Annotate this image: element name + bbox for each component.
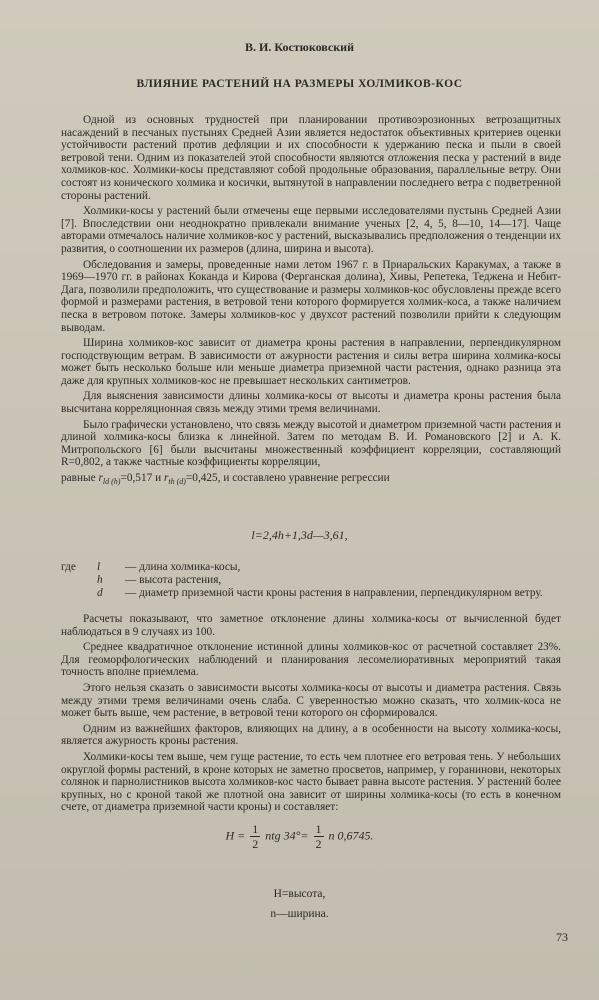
fraction: $\frac{1}{2}$	[315, 822, 322, 851]
paragraph: Холмики-косы тем выше, чем гуще растение, то есть чем плотнее его ветровая тень. У небольших округлой формы растений, в кроне которых не заметно просветов, например, у горанинови, некоторых солянок и парнолистников высота холмиков-кос часто бывает равна высоте растения. У растений более крупных, но с кроной такой же плотной она зависит от ширины холмика-косы (то есть в конечном счете, от диаметра приземной части кроны) и составляет:	[61, 750, 561, 814]
paragraph: Среднее квадратичное отклонение истинной длины холмиков-кос от расчетной составляет 23%. Для геоморфологических наблюдений и планирования лесомелиоративных мероприятий такая точность вполне приемлема.	[61, 641, 561, 679]
body-section-b	[61, 613, 561, 817]
paragraph: Одним из важнейших факторов, влияющих на длину, а в особенности на высоту холмика-косы, является ажурность кроны растения.	[61, 722, 561, 748]
paragraph: Обследования и замеры, проведенные нами летом 1967 г. в Приаральских Каракумах, а также в 1969—1970 гг. в районах Коканда и Кирова (Ферганская долина), Хивы, Репетека, Теджена и Небит-Дага, позволили предположить, что существование и размеры холмиков-кос обусловлены прежде всего формой и размерами растения, в ветровой тени которого формируется холмик-коса, а также наличием песка в ветровом потоке. Замеры холмиков-кос у двухсот растений позволили прийти к следующим выводам.	[61, 258, 561, 334]
body-section-a	[61, 114, 561, 489]
author-name: В. И. Костюковский	[245, 40, 354, 54]
height-equation: H = $\frac{1}{2}$ ntg 34°= $\frac{1}{2}$ n 0,6745.	[225, 822, 374, 851]
definition-row: h — высота растения,	[97, 574, 222, 586]
variable-note-h: H=высота,	[273, 888, 326, 900]
paragraph: Этого нельзя сказать о зависимости высоты холмика-косы от высоты и диаметра растения. Связь между этими тремя величинами очень слаба. С уверенностью можно сказать, что холмик-коса не может быть выше, чем растение, в ветровой тени которого он сформировался.	[61, 681, 561, 720]
paragraph: Было графически установлено, что связь между высотой и диаметром приземной части растения и длиной холмика-косы близка к линейной. Затем по методам В. И. Романовского [2] и А. К. Митропольского [6] были высчитаны множественный коэффициент корреляции, составляющий R=0,802, а также частные коэффициенты корреляции,	[61, 418, 561, 469]
paragraph: Для выяснения зависимости длины холмика-косы от высоты и диаметра кроны растения была высчитана корреляционная связь между этими тремя величинами.	[61, 390, 561, 416]
variable-note-n: n—ширина.	[270, 908, 329, 920]
page-number: 73	[556, 930, 568, 944]
paragraph: Холмики-косы у растений были отмечены еще первыми исследователями пустынь Средней Азии [7]. Впоследствии они неоднократно привлекали внимание ученых [2, 4, 5, 8—10, 14—17]. Чаще авторами отмечалось наличие холмиков-кос у растений, высказывались предположения о тенденции их развития, о соотношении их размеров (длина, ширина и высота).	[61, 205, 561, 255]
paragraph: Одной из основных трудностей при планировании противоэрозионных ветрозащитных насаждений в песчаных пустынях Средней Азии является недостаток объективных критериев оценки устойчивости растений против дефляции и их способности к удержанию песка и пыли в своей ветровой тени. Одним из показателей этой способности являются отложения песка у растений в виде холмиков-кос. Холмики-косы представляют собой продольные образования, параллельные ветру. Они состоят из конического холмика и косички, вытянутой в направлении последнего ветра с подветренной стороны растений.	[61, 114, 561, 202]
regression-equation: l=2,4h+1,3d—3,61,	[251, 528, 348, 542]
paragraph: Расчеты показывают, что заметное отклонение длины холмика-косы от вычисленной будет наблюдаться в 9 случаях из 100.	[61, 613, 561, 638]
definitions-list	[61, 561, 561, 600]
definition-row: d — диаметр приземной части кроны растения в направлении, перпендикулярном ветру.	[97, 587, 543, 599]
fraction: $\frac{1}{2}$	[252, 822, 259, 851]
article-title: ВЛИЯНИЕ РАСТЕНИЙ НА РАЗМЕРЫ ХОЛМИКОВ-КОС	[136, 78, 463, 90]
definition-row: где l — длина холмика-косы,	[61, 561, 241, 573]
paragraph: Ширина холмиков-кос зависит от диаметра кроны растения в направлении, перпендикулярном господствующим ветрам. В зависимости от ажурности растения и силы ветра ширина холмика-косы может быть несколько больше или меньше диаметра приземной части растения, однако разница эта даже для крупных холмиков-кос не превышает нескольких сантиметров.	[61, 337, 561, 387]
correlation-line: равные $r_{ld (h)}=0,517$ и $r_{th (d)}=0,425$, и составлено уравнение регрессии	[61, 472, 390, 487]
